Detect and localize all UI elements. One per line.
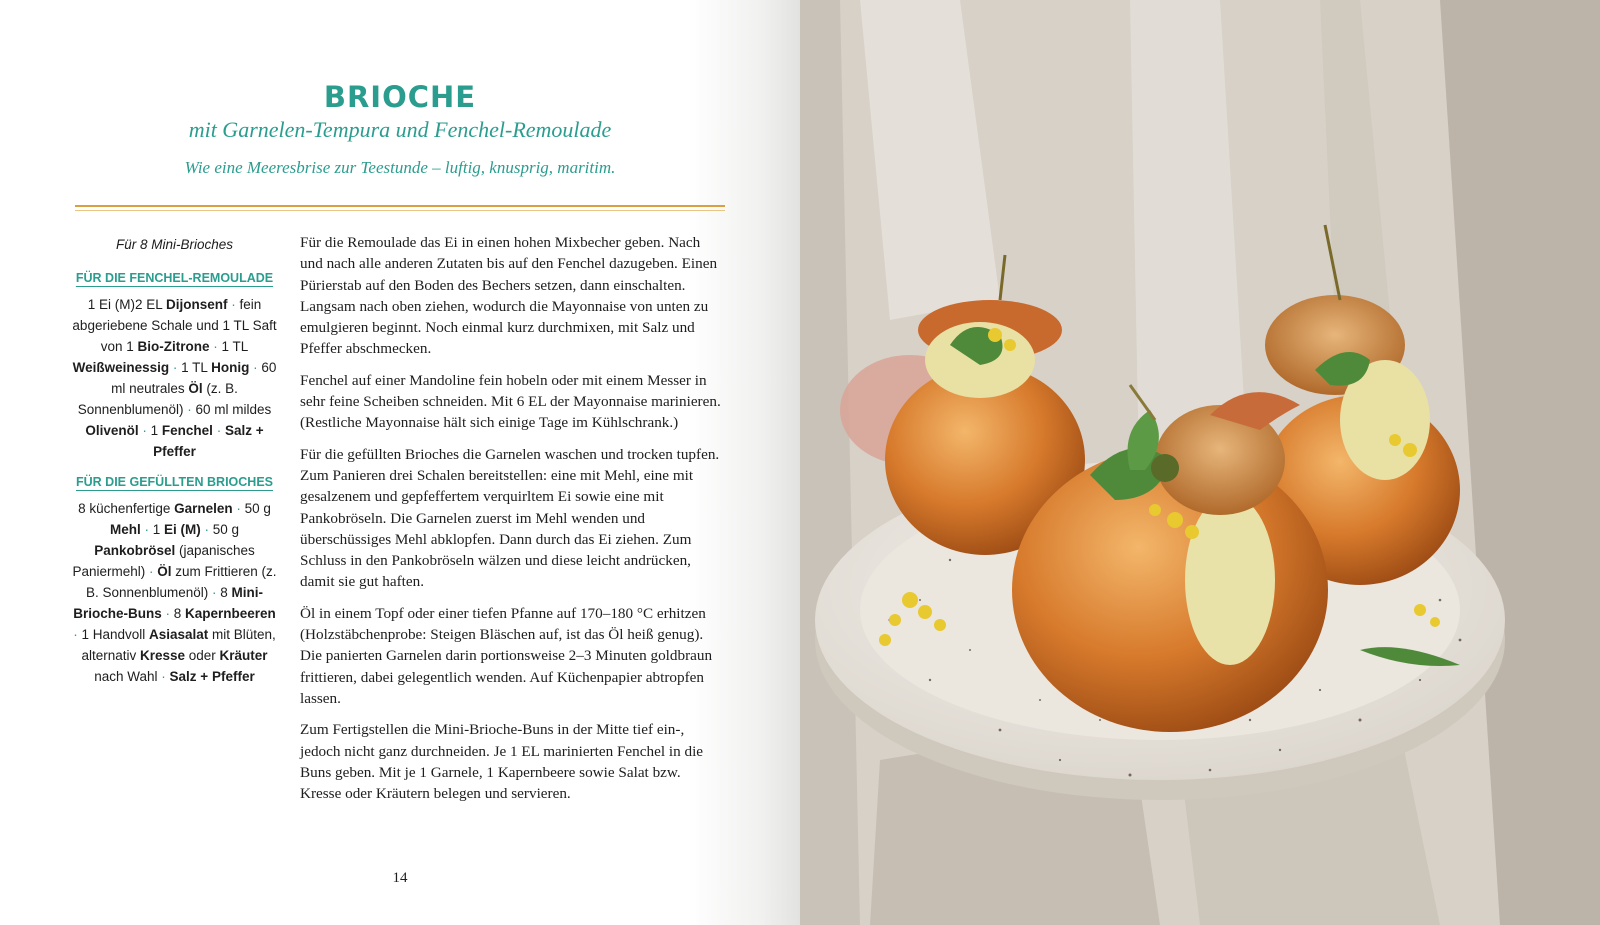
page-number: 14 <box>392 870 408 886</box>
ingredient-list-remoulade <box>72 294 277 462</box>
ingredient-text: oder <box>185 648 220 663</box>
ingredient-name: Ei (M) <box>164 522 201 537</box>
ingredient-separator: · <box>157 669 170 684</box>
recipe-tagline: Wie eine Meeresbrise zur Teestunde – luftig, knusprig, maritim. <box>184 158 616 177</box>
method-paragraph: Für die gefüllten Brioches die Garnelen waschen und trocken tupfen. Zum Panieren drei Schalen bereitstellen: eine mit Mehl, eine mit gesalzenem und gepfeffertem verquirltem Ei sowie eine mit Pankobröseln. Die Garnelen zuerst im Mehl wenden und überschüssiges Mehl abklopfen. Dann durch das Ei ziehen. Zum Schluss in den Pankobröseln wälzen und diese leicht andrücken, damit sie gut haften. <box>300 445 720 591</box>
ingredient-separator: · <box>145 564 158 579</box>
title-divider-thin <box>75 210 725 211</box>
ingredient-separator: · <box>209 339 222 354</box>
ingredient-item <box>88 297 228 312</box>
ingredient-name: Salz + Pfeffer <box>153 423 264 459</box>
ingredient-separator: · <box>232 501 245 516</box>
ingredient-text: 1 TL <box>221 339 249 354</box>
servings-note: Für 8 Mini-Brioches <box>115 237 234 252</box>
ingredient-text: 1 TL <box>181 360 212 375</box>
ingredient-item <box>181 360 249 375</box>
ingredient-name: Mini-Brioche-Buns <box>73 585 264 621</box>
ingredients-heading-brioches: FÜR DIE GEFÜLLTEN BRIOCHES <box>76 475 273 489</box>
ingredient-separator: · <box>169 360 182 375</box>
ingredient-text: 60 ml mildes <box>195 402 272 417</box>
ingredient-text: 8 küchenfertige <box>78 501 175 516</box>
ingredient-text: 8 <box>173 606 185 621</box>
ingredient-separator: · <box>208 585 221 600</box>
ingredient-separator: · <box>161 606 174 621</box>
ingredient-separator: · <box>183 402 196 417</box>
ingredient-text: 1 <box>150 423 162 438</box>
ingredient-separator: · <box>227 297 240 312</box>
ingredient-name: Olivenöl <box>85 423 139 438</box>
ingredient-name: Öl <box>188 381 203 396</box>
ingredients-heading-remoulade: FÜR DIE FENCHEL-REMOULADE <box>75 271 274 285</box>
ingredient-item <box>153 522 201 537</box>
ingredient-separator: · <box>140 522 153 537</box>
ingredient-name: Bio-Zitrone <box>137 339 210 354</box>
method-paragraph: Öl in einem Topf oder einer tiefen Pfanne auf 170–180 °C erhitzen (Holzstäbchenprobe: Steigen Bläschen auf, ist das Öl heiß genug). Die panierten Garnelen darin portionsweise 2–3 Minuten goldbraun frittieren, dabei gelegentlich wenden. Auf Küchenpapier abtropfen lassen. <box>300 604 713 707</box>
ingredient-name: Garnelen <box>174 501 233 516</box>
ingredient-text: 50 g <box>212 522 240 537</box>
ingredient-name: Salz + Pfeffer <box>169 669 255 684</box>
ingredient-text: (japanisches Paniermehl) <box>72 543 255 579</box>
ingredient-name: Öl <box>157 564 172 579</box>
right-page <box>800 0 1600 925</box>
ingredient-name: Mehl <box>109 522 141 537</box>
recipe-title: BRIOCHE <box>323 80 477 114</box>
ingredient-name: Honig <box>211 360 250 375</box>
ingredient-text: 2 EL <box>134 297 166 312</box>
ingredient-text: (z. B. Sonnenblumenöl) <box>77 381 238 417</box>
ingredient-text: 1 <box>152 522 164 537</box>
ingredient-separator: · <box>138 423 151 438</box>
ingredient-name: Fenchel <box>161 423 213 438</box>
ingredient-name: Kapernbeeren <box>184 606 276 621</box>
method-text <box>300 232 725 814</box>
ingredient-list-brioches <box>72 498 277 687</box>
ingredient-text: 8 <box>220 585 232 600</box>
ingredient-text: nach Wahl <box>94 669 158 684</box>
ingredient-item <box>170 669 255 684</box>
ingredient-text: mit Blüten, alternativ <box>81 627 276 663</box>
ingredient-separator: · <box>73 627 82 642</box>
ingredient-text: 50 g <box>244 501 271 516</box>
ingredient-item <box>174 606 276 621</box>
ingredient-separator: · <box>212 423 225 438</box>
ingredient-text: zum Frittieren (z. B. Sonnenblumenöl) <box>85 564 277 600</box>
ingredient-text: 1 Handvoll <box>81 627 149 642</box>
ingredients-column <box>72 234 277 687</box>
recipe-subtitle: mit Garnelen-Tempura und Fenchel-Remoulade <box>188 117 612 142</box>
title-divider <box>75 205 725 207</box>
ingredient-text: 60 ml neutrales <box>111 360 277 396</box>
ingredient-separator: · <box>249 360 262 375</box>
ingredient-text: fein abgeriebene Schale und 1 TL Saft von 1 <box>72 297 277 354</box>
method-paragraph: Zum Fertigstellen die Mini-Brioche-Buns in der Mitte tief ein-, jedoch nicht ganz durchneiden. Je 1 EL marinierten Fenchel in die Buns geben. Mit je 1 Garnele, 1 Kapernbeere sowie Salat bzw. Kresse oder Kräutern belegen und servieren. <box>300 721 704 803</box>
ingredient-item <box>151 423 213 438</box>
food-photo <box>800 0 1600 925</box>
ingredient-name: Weißweinessig <box>72 360 170 375</box>
ingredient-name: Asiasalat <box>148 627 209 642</box>
ingredient-name: Pankobrösel <box>94 543 176 558</box>
ingredient-item <box>78 501 233 516</box>
ingredient-name: Kresse <box>139 648 186 663</box>
ingredient-text: 1 Ei (M) <box>87 297 135 312</box>
ingredient-name: Dijonsenf <box>165 297 228 312</box>
ingredient-separator: · <box>200 522 213 537</box>
method-paragraph: Für die Remoulade das Ei in einen hohen Mixbecher geben. Nach und nach alle anderen Zutaten bis auf den Fenchel dazugeben. Einen Pürierstab auf den Boden des Bechers setzen, dann einschalten. Langsam nach oben ziehen, wodurch die Mayonnaise von unten zu emulgieren beginnt. Noch einmal kurz durchmixen, mit Salz und Pfeffer abschmecken. <box>300 234 718 358</box>
ingredient-name: Kräuter <box>219 648 268 663</box>
method-paragraph: Fenchel auf einer Mandoline fein hobeln oder mit einem Messer in sehr feine Scheiben schneiden. Mit 6 EL der Mayonnaise marinieren. (Restliche Mayonnaise hält sich einige Tage im Kühlschrank.) <box>300 371 721 432</box>
